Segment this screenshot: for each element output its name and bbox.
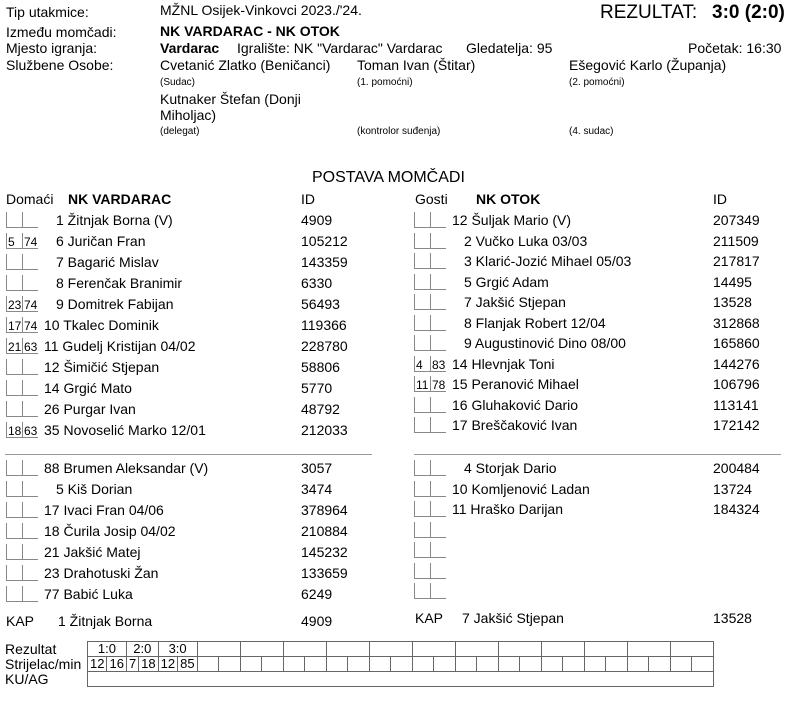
away-sub-min-box: 83	[432, 357, 446, 372]
away-starter-player: 2 Vučko Luka 03/03	[464, 232, 588, 249]
result-cell	[627, 642, 670, 657]
home-starter-player: 1 Žitnjak Borna (V)	[56, 212, 173, 228]
away-sub-min-box	[430, 315, 446, 331]
away-sub-min-box	[430, 583, 446, 599]
away-starter-player: 5 Grgić Adam	[464, 273, 549, 290]
venue-value: Vardarac	[160, 40, 220, 56]
scorer-cell	[326, 657, 348, 672]
role-delegate: (delegat)	[160, 126, 200, 137]
away-starter-player: 15 Peranović Mihael	[452, 376, 579, 392]
away-sub-min-box	[430, 274, 446, 290]
kickoff: Početak: 16:30	[688, 40, 782, 56]
away-starter-id: 312868	[713, 314, 760, 331]
away-substitute-player: 10 Komljenović Ladan	[452, 480, 590, 497]
home-substitute-player: 77 Babić Luka	[44, 586, 133, 602]
home-sub-out-box	[6, 359, 22, 375]
scorer-cell	[197, 657, 219, 672]
home-sub-min-box	[22, 586, 38, 602]
official-delegate-l1: Kutnaker Štefan (Donji	[160, 91, 301, 107]
home-starter-player: 14 Grgić Mato	[44, 380, 132, 396]
away-starter-player: 7 Jakšić Stjepan	[464, 294, 566, 310]
away-starter-id: 106796	[713, 376, 760, 392]
scorer-cell	[348, 657, 370, 672]
away-substitute-player: 4 Storjak Dario	[464, 460, 557, 476]
home-starter-id: 119366	[301, 317, 347, 333]
result-cell	[283, 642, 326, 657]
home-starter-player: 8 Ferenčak Branimir	[56, 275, 183, 291]
away-substitute-player: 11 Hraško Darijan	[452, 501, 564, 517]
home-sub-min-box	[22, 380, 38, 396]
home-starter-player: 10 Tkalec Dominik	[44, 317, 159, 333]
scorer-cell	[649, 657, 671, 672]
result-cell: 2:0	[126, 642, 158, 657]
scorer-cell	[305, 657, 327, 672]
scorer-cell	[434, 657, 456, 672]
home-sub-min-box	[22, 523, 38, 539]
home-sub-out-box	[6, 254, 22, 270]
home-substitute-player: 17 Ivaci Fran 04/06	[44, 502, 164, 518]
home-starter-id: 105212	[301, 233, 348, 249]
away-starter-id: 172142	[713, 417, 760, 433]
home-substitute-id: 3057	[301, 460, 333, 476]
home-starter-player: 7 Bagarić Mislav	[56, 254, 159, 270]
away-captain-id: 13528	[713, 610, 752, 626]
home-sub-min-box	[22, 401, 38, 417]
away-sub-out-box	[414, 522, 430, 538]
away-sub-out-box	[414, 481, 430, 497]
role-fourth-official: (4. sudac)	[569, 126, 614, 137]
scorer-cell: 16	[107, 657, 126, 672]
scorer-cell	[477, 657, 499, 672]
home-starter-id: 228780	[301, 338, 348, 354]
scorer-cell: 18	[139, 657, 158, 672]
away-substitute-id: 184324	[713, 501, 760, 517]
away-sub-min-box	[430, 542, 446, 558]
between-teams-value: NK VARDARAC - NK OTOK	[160, 23, 340, 39]
away-starter-player: 14 Hlevnjak Toni	[452, 355, 555, 372]
away-sub-out-box	[414, 274, 430, 290]
result-cell	[412, 642, 455, 657]
result-cell	[498, 642, 541, 657]
away-sub-out-box	[414, 397, 430, 413]
away-starter-player: 3 Klarić-Jozić Mihael 05/03	[464, 253, 632, 269]
away-starter-player: 8 Flanjak Robert 12/04	[464, 314, 606, 331]
home-sub-out-box	[6, 544, 22, 560]
home-sub-out-box	[6, 460, 22, 476]
away-sub-out-box	[414, 563, 430, 579]
scorer-cell	[240, 657, 262, 672]
result-cell	[584, 642, 627, 657]
official-assistant-2: Ešegović Karlo (Županja)	[569, 57, 727, 73]
scorer-row-label: Strijelac/min	[5, 656, 82, 672]
home-sub-out-box	[6, 565, 22, 581]
spectators: Gledatelja: 95	[466, 40, 553, 56]
result-row	[5, 642, 713, 657]
scorer-cell	[412, 657, 434, 672]
home-side-label: Domaći	[6, 191, 54, 207]
home-substitute-player: 21 Jakšić Matej	[44, 544, 141, 560]
official-referee: Cvetanić Zlatko (Beničanci)	[160, 57, 331, 73]
home-sub-out-box	[6, 502, 22, 518]
away-sub-out-box: 4	[414, 356, 430, 372]
home-substitute-id: 3474	[301, 481, 333, 497]
home-sub-min-box	[22, 481, 38, 497]
home-sub-out-box: 18	[8, 424, 22, 438]
home-sub-out-box	[6, 586, 22, 602]
result-cell	[670, 642, 713, 657]
official-delegate-l2: Miholjac)	[160, 107, 217, 123]
home-sub-min-box	[22, 275, 38, 291]
away-sub-min-box	[430, 212, 446, 228]
result-label: REZULTAT:	[600, 2, 698, 23]
scorer-cell	[455, 657, 477, 672]
role-assistant-1: (1. pomoćni)	[357, 77, 413, 88]
result-cell	[326, 642, 369, 657]
home-sub-out-box	[6, 212, 22, 228]
home-substitute-id: 145232	[301, 544, 348, 560]
away-sub-min-box	[430, 522, 446, 538]
home-substitute-player: 88 Brumen Aleksandar (V)	[44, 460, 209, 476]
between-teams-label: Između momčadi:	[6, 24, 117, 40]
home-starter-player: 11 Gudelj Kristijan 04/02	[44, 338, 196, 354]
away-sub-out-box	[414, 583, 430, 599]
home-starter-id: 212033	[301, 422, 348, 438]
home-sub-min-box	[22, 544, 38, 560]
ku-ag-cell	[88, 672, 714, 687]
home-sub-out-box	[6, 401, 22, 417]
scorer-cell	[262, 657, 284, 672]
home-starter-player: 26 Purgar Ivan	[44, 401, 136, 417]
stadium: Igralište: NK "Vardarac" Vardarac	[237, 40, 443, 56]
home-starter-id: 48792	[301, 401, 340, 417]
result-cell	[455, 642, 498, 657]
home-sub-out-box	[6, 523, 22, 539]
away-sub-min-box	[430, 253, 446, 269]
home-substitute-player: 23 Drahotuski Žan	[44, 565, 159, 581]
away-starter-player: 12 Šuljak Mario (V)	[452, 212, 572, 228]
home-sub-min-box	[22, 212, 38, 228]
away-starter-id: 14495	[713, 273, 752, 290]
away-id-header: ID	[713, 191, 727, 207]
role-controller: (kontrolor suđenja)	[357, 126, 441, 137]
official-assistant-1: Toman Ivan (Štitar)	[357, 57, 476, 73]
away-sub-min-box	[430, 417, 446, 433]
away-sub-out-box	[414, 542, 430, 558]
role-assistant-2: (2. pomoćni)	[569, 77, 625, 88]
home-team-name: NK VARDARAC	[68, 191, 172, 207]
away-sub-out-box	[414, 294, 430, 310]
away-sub-min-box: 78	[432, 378, 446, 392]
away-captain-label: KAP	[415, 610, 444, 626]
home-starter-player: 9 Domitrek Fabijan	[56, 296, 174, 312]
home-sub-out-box	[6, 380, 22, 396]
scorer-cell	[627, 657, 649, 672]
home-sub-out-box: 23	[8, 298, 22, 312]
score-table	[5, 641, 714, 687]
home-sub-out-box	[6, 275, 22, 291]
scorer-cell	[584, 657, 606, 672]
home-starter-id: 56493	[301, 296, 340, 312]
result-value: 3:0 (2:0)	[712, 2, 785, 23]
home-sub-min-box: 74	[24, 319, 38, 333]
scorer-cell	[670, 657, 692, 672]
away-substitute-id: 200484	[713, 460, 760, 476]
away-sub-min-box	[430, 397, 446, 413]
ku-ag-row-label: KU/AG	[5, 671, 49, 687]
away-sub-out-box	[414, 501, 430, 517]
scorer-cell: 85	[178, 657, 197, 672]
scorer-cell	[283, 657, 305, 672]
away-starter-id: 207349	[713, 212, 760, 228]
away-starter-id: 217817	[713, 253, 760, 269]
scorer-cell	[541, 657, 563, 672]
home-sub-min-box	[22, 565, 38, 581]
section-title: POSTAVA MOMČADI	[312, 169, 465, 186]
home-captain-name: 1 Žitnjak Borna	[58, 613, 153, 629]
home-sub-min-box: 74	[24, 235, 38, 249]
scorer-cell	[520, 657, 542, 672]
scorer-cell: 12	[88, 657, 107, 672]
away-sub-min-box	[430, 294, 446, 310]
away-sub-out-box	[414, 417, 430, 433]
away-sub-min-box	[430, 233, 446, 249]
home-sub-min-box: 63	[24, 340, 38, 354]
home-sub-min-box	[22, 254, 38, 270]
home-captain-label: KAP	[6, 613, 35, 629]
scorer-row	[5, 657, 713, 672]
away-sub-min-box	[430, 481, 446, 497]
away-sub-out-box	[414, 212, 430, 228]
scorer-cell	[219, 657, 241, 672]
away-starter-player: 9 Augustinović Dino 08/00	[464, 335, 626, 351]
away-sub-out-box	[414, 460, 430, 476]
home-starter-id: 5770	[301, 380, 333, 396]
home-sub-min-box	[22, 359, 38, 375]
away-sub-min-box	[430, 335, 446, 351]
scorer-cell	[563, 657, 585, 672]
home-starter-player: 6 Juričan Fran	[56, 233, 146, 249]
home-sub-out-box: 5	[6, 233, 22, 249]
away-starter-id: 13528	[713, 294, 752, 310]
role-referee: (Sudac)	[160, 77, 196, 88]
venue-label: Mjesto igranja:	[6, 40, 98, 56]
away-sub-out-box	[414, 253, 430, 269]
result-cell: 3:0	[158, 642, 197, 657]
away-side-label: Gosti	[415, 191, 448, 207]
home-sub-min-box	[22, 460, 38, 476]
home-starter-id: 4909	[301, 212, 333, 228]
home-sub-out-box: 21	[8, 340, 22, 354]
away-substitute-id: 13724	[713, 480, 752, 497]
home-starter-player: 35 Novoselić Marko 12/01	[44, 422, 206, 438]
home-id-header: ID	[301, 191, 315, 207]
match-type-label: Tip utakmice:	[6, 4, 89, 20]
scorer-cell: 7	[126, 657, 138, 672]
scorer-cell	[391, 657, 413, 672]
home-substitute-player: 18 Čurila Josip 04/02	[44, 523, 176, 539]
scorer-cell	[498, 657, 520, 672]
away-starter-id: 144276	[713, 355, 760, 372]
away-sub-out-box	[414, 335, 430, 351]
home-substitute-id: 210884	[301, 523, 348, 539]
scorer-cell	[692, 657, 714, 672]
result-cell	[541, 642, 584, 657]
away-sub-out-box: 11	[416, 378, 429, 392]
result-row-label: Rezultat	[5, 641, 57, 657]
result-cell	[197, 642, 240, 657]
ku-ag-row	[5, 672, 713, 687]
home-starter-player: 12 Šimičić Stjepan	[44, 359, 160, 375]
home-substitute-id: 133659	[301, 565, 348, 581]
match-type-value: MŽNL Osijek-Vinkovci 2023./'24.	[160, 2, 362, 18]
result-cell	[240, 642, 283, 657]
away-sub-out-box	[414, 233, 430, 249]
home-starter-id: 58806	[301, 359, 340, 375]
home-sub-out-box: 17	[8, 319, 22, 333]
officials-label: Službene Osobe:	[6, 57, 114, 73]
home-sub-min-box: 74	[24, 298, 38, 312]
away-captain-name: 7 Jakšić Stjepan	[462, 610, 564, 626]
away-starter-player: 16 Gluhaković Dario	[452, 396, 579, 413]
away-divider	[414, 454, 781, 455]
home-starter-id: 6330	[301, 275, 333, 291]
away-sub-min-box	[430, 460, 446, 476]
home-divider	[5, 454, 372, 455]
result-cell: 1:0	[88, 642, 127, 657]
home-substitute-id: 378964	[301, 502, 348, 518]
scorer-cell: 12	[158, 657, 177, 672]
home-sub-min-box: 63	[24, 424, 38, 438]
away-starter-id: 113141	[713, 396, 759, 413]
scorer-cell	[369, 657, 391, 672]
away-sub-min-box	[430, 563, 446, 579]
away-starter-id: 165860	[713, 335, 760, 351]
away-sub-min-box	[430, 501, 446, 517]
scorer-cell	[606, 657, 628, 672]
away-starter-player: 17 Breščaković Ivan	[452, 417, 578, 433]
home-captain-id: 4909	[301, 613, 333, 629]
home-starter-id: 143359	[301, 254, 348, 270]
away-team-name: NK OTOK	[476, 191, 541, 207]
result-cell	[369, 642, 412, 657]
home-sub-out-box	[6, 481, 22, 497]
home-substitute-id: 6249	[301, 586, 333, 602]
home-substitute-player: 5 Kiš Dorian	[56, 481, 133, 497]
away-sub-out-box	[414, 315, 430, 331]
home-sub-min-box	[22, 502, 38, 518]
away-starter-id: 211509	[713, 232, 759, 249]
